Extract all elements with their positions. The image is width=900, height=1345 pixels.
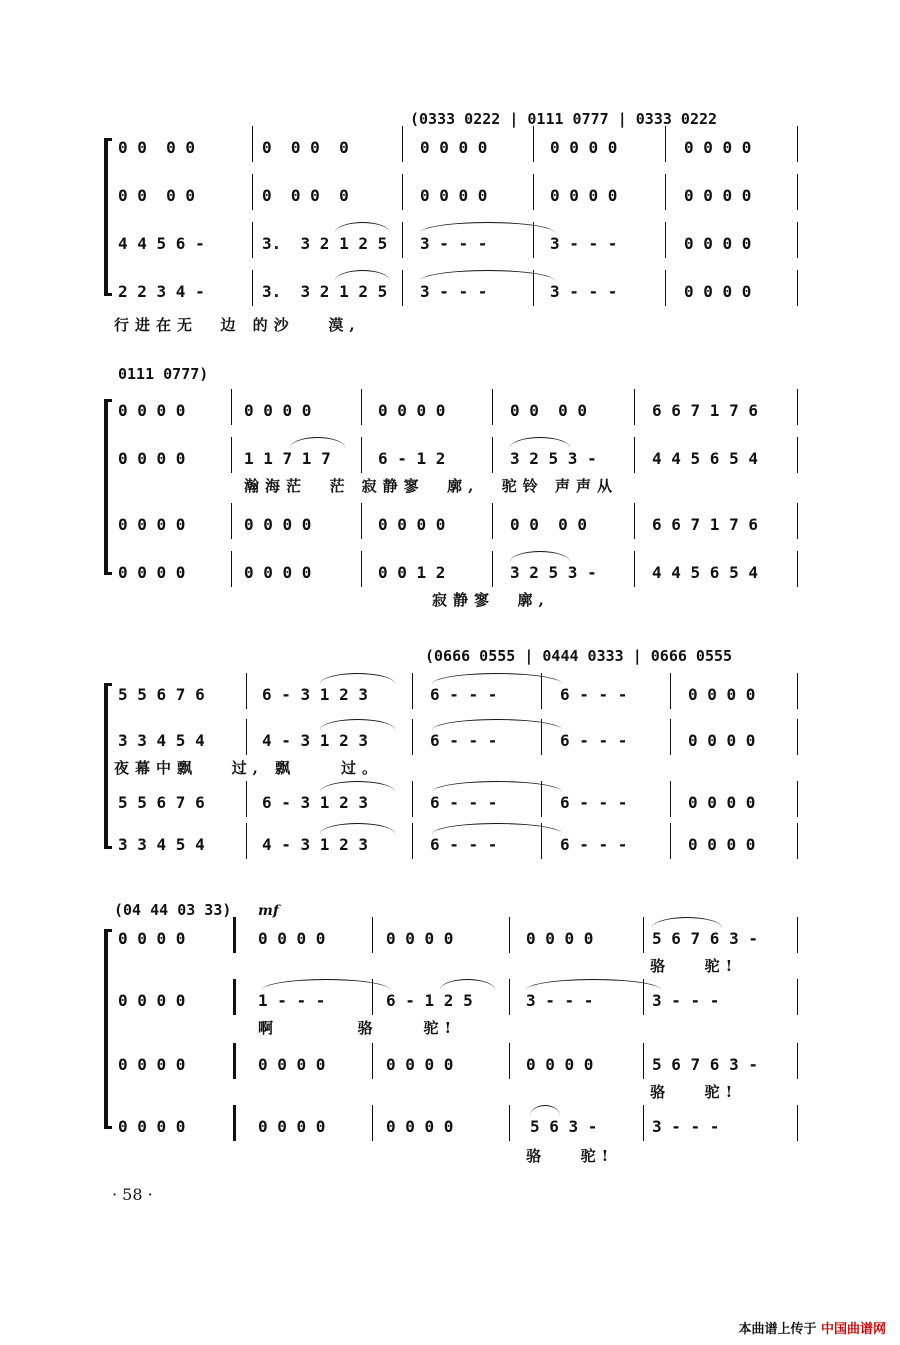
slur-arc bbox=[335, 222, 390, 233]
measure: 5 6 7 6 3 - bbox=[652, 1055, 758, 1074]
barline bbox=[361, 389, 362, 425]
slur-arc bbox=[440, 979, 495, 990]
measure: 0 0 0 0 bbox=[550, 186, 618, 205]
measure: 6 - - - bbox=[560, 685, 628, 704]
lyric-line: 啊 骆 驼! bbox=[258, 1019, 458, 1037]
measure: 0 0 0 0 bbox=[118, 186, 196, 205]
staff-row bbox=[0, 685, 900, 715]
barline bbox=[361, 503, 362, 539]
measure: 3 - - - bbox=[652, 1117, 720, 1136]
measure: 3 3 4 5 4 bbox=[118, 731, 205, 750]
lyric-line: 骆 驼! bbox=[650, 1083, 739, 1101]
barline bbox=[492, 503, 493, 539]
barline bbox=[634, 437, 635, 473]
barline bbox=[797, 270, 798, 306]
measure: 5 6 3 - bbox=[530, 1117, 598, 1136]
staff-row bbox=[0, 515, 900, 545]
barline bbox=[797, 389, 798, 425]
measure: 0 0 0 0 bbox=[550, 138, 618, 157]
lyric-line: 夜幕中飘 过, 飘 过。 bbox=[114, 759, 384, 777]
measure: 5 6 7 6 3 - bbox=[652, 929, 758, 948]
measure: 0 0 0 0 bbox=[378, 515, 446, 534]
staff-row bbox=[0, 138, 900, 168]
measure: 4 - 3 1 2 3 bbox=[262, 731, 368, 750]
accompaniment-line: (0666 0555 | 0444 0333 | 0666 0555 bbox=[425, 647, 733, 665]
measure: 2 2 3 4 - bbox=[118, 282, 205, 301]
slur-arc bbox=[320, 823, 395, 834]
accompaniment-line: 0111 0777) bbox=[118, 365, 209, 383]
measure: 0 0 0 0 bbox=[244, 563, 312, 582]
barline bbox=[231, 389, 232, 425]
measure: 0 0 0 0 bbox=[386, 1055, 454, 1074]
barline bbox=[246, 823, 247, 859]
barline bbox=[233, 1105, 236, 1141]
measure: 0 0 0 0 bbox=[258, 929, 326, 948]
measure: 0 0 0 0 bbox=[386, 1117, 454, 1136]
barline bbox=[634, 551, 635, 587]
barline bbox=[665, 270, 666, 306]
barline bbox=[643, 1105, 644, 1141]
barline bbox=[233, 1043, 236, 1079]
barline bbox=[634, 389, 635, 425]
measure: 0 0 0 0 bbox=[118, 449, 186, 468]
barline bbox=[541, 719, 542, 755]
measure: 3 - - - bbox=[420, 282, 488, 301]
barline bbox=[252, 222, 253, 258]
staff-row bbox=[0, 1117, 900, 1147]
system-brace bbox=[104, 929, 108, 1129]
measure: 3. 3 2 1 2 5 bbox=[262, 234, 388, 253]
barline bbox=[634, 503, 635, 539]
measure: 0 0 0 0 bbox=[118, 563, 186, 582]
barline bbox=[246, 673, 247, 709]
slur-arc bbox=[320, 719, 395, 730]
barline bbox=[533, 270, 534, 306]
barline bbox=[797, 551, 798, 587]
measure: 6 - - - bbox=[430, 731, 498, 750]
lyric-line: 瀚海茫 茫 寂静寥 廓, 驼铃 声声从 bbox=[244, 477, 619, 495]
measure: 0 0 0 0 bbox=[258, 1055, 326, 1074]
barline bbox=[643, 1043, 644, 1079]
measure: 0 0 0 0 bbox=[420, 186, 488, 205]
barline bbox=[231, 437, 232, 473]
slur-arc bbox=[510, 551, 570, 562]
barline bbox=[231, 503, 232, 539]
measure: 0 0 0 0 bbox=[262, 186, 349, 205]
measure: 3 - - - bbox=[526, 991, 594, 1010]
measure: 3 - - - bbox=[550, 234, 618, 253]
barline bbox=[797, 673, 798, 709]
measure: 6 - - - bbox=[560, 793, 628, 812]
measure: 0 0 0 0 bbox=[688, 835, 756, 854]
staff-row bbox=[0, 1055, 900, 1085]
staff-row bbox=[0, 282, 900, 312]
barline bbox=[797, 719, 798, 755]
slur-arc bbox=[432, 719, 562, 730]
measure: 0 0 0 0 bbox=[262, 138, 349, 157]
measure: 0 0 0 0 bbox=[684, 138, 752, 157]
measure: 5 5 6 7 6 bbox=[118, 685, 205, 704]
site-brand[interactable]: 中国曲谱网 bbox=[820, 1322, 886, 1337]
barline bbox=[402, 174, 403, 210]
barline bbox=[797, 781, 798, 817]
measure: 0 0 0 0 bbox=[688, 793, 756, 812]
measure: 3 - - - bbox=[550, 282, 618, 301]
measure: 0 0 0 0 bbox=[118, 401, 186, 420]
barline bbox=[412, 673, 413, 709]
barline bbox=[233, 979, 236, 1015]
barline bbox=[643, 979, 644, 1015]
lyric-line: 骆 驼! bbox=[650, 957, 739, 975]
barline bbox=[541, 781, 542, 817]
barline bbox=[670, 781, 671, 817]
measure: 0 0 0 0 bbox=[378, 401, 446, 420]
barline bbox=[252, 270, 253, 306]
barline bbox=[402, 222, 403, 258]
slur-arc bbox=[432, 781, 562, 792]
measure: 0 0 0 0 bbox=[684, 186, 752, 205]
slur-arc bbox=[290, 437, 345, 448]
footer-prefix: 本曲谱上传于 bbox=[738, 1322, 817, 1337]
measure: 6 - 3 1 2 3 bbox=[262, 685, 368, 704]
barline bbox=[509, 1043, 510, 1079]
measure: 6 - - - bbox=[430, 793, 498, 812]
barline bbox=[670, 719, 671, 755]
measure: 6 6 7 1 7 6 bbox=[652, 515, 758, 534]
barline bbox=[231, 551, 232, 587]
barline bbox=[509, 917, 510, 953]
barline bbox=[372, 1043, 373, 1079]
slur-arc bbox=[420, 270, 555, 281]
lyric-line: 骆 驼! bbox=[526, 1147, 615, 1165]
barline bbox=[797, 917, 798, 953]
measure: 0 0 0 0 bbox=[420, 138, 488, 157]
measure: 1 1 7 1 7 bbox=[244, 449, 331, 468]
measure: 0 0 0 0 bbox=[684, 234, 752, 253]
barline bbox=[670, 673, 671, 709]
barline bbox=[797, 437, 798, 473]
staff-row bbox=[0, 793, 900, 823]
barline bbox=[533, 126, 534, 162]
measure: 0 0 0 0 bbox=[244, 515, 312, 534]
barline bbox=[372, 1105, 373, 1141]
measure: 0 0 0 0 bbox=[118, 138, 196, 157]
slur-arc bbox=[652, 917, 722, 928]
measure: 3 - - - bbox=[420, 234, 488, 253]
barline bbox=[402, 270, 403, 306]
measure: 0 0 0 0 bbox=[510, 401, 588, 420]
accompaniment-line: (04 44 03 33) bbox=[114, 901, 232, 919]
slur-arc bbox=[526, 979, 661, 990]
barline bbox=[797, 1043, 798, 1079]
barline bbox=[541, 673, 542, 709]
measure: 4 4 5 6 5 4 bbox=[652, 449, 758, 468]
measure: 5 5 6 7 6 bbox=[118, 793, 205, 812]
barline bbox=[412, 823, 413, 859]
barline bbox=[533, 174, 534, 210]
measure: 6 - - - bbox=[560, 731, 628, 750]
slur-arc bbox=[432, 673, 562, 684]
measure: 0 0 0 0 bbox=[684, 282, 752, 301]
lyric-line: 行进在无 边 的沙 漠, bbox=[114, 316, 361, 334]
accompaniment-line: (0333 0222 | 0111 0777 | 0333 0222 bbox=[410, 110, 718, 128]
measure: 0 0 0 0 bbox=[118, 991, 186, 1010]
staff-row bbox=[0, 186, 900, 216]
measure: 0 0 0 0 bbox=[118, 515, 186, 534]
measure: 3 3 4 5 4 bbox=[118, 835, 205, 854]
measure: 1 - - - bbox=[258, 991, 326, 1010]
measure: 4 - 3 1 2 3 bbox=[262, 835, 368, 854]
measure: 0 0 0 0 bbox=[526, 1055, 594, 1074]
barline bbox=[797, 823, 798, 859]
staff-row bbox=[0, 234, 900, 264]
slur-arc bbox=[262, 979, 390, 990]
page-number: · 58 · bbox=[112, 1185, 153, 1204]
barline bbox=[412, 781, 413, 817]
barline bbox=[233, 917, 236, 953]
measure: 6 - 1 2 bbox=[378, 449, 446, 468]
barline bbox=[541, 823, 542, 859]
measure: 0 0 0 0 bbox=[118, 1055, 186, 1074]
measure: 3 2 5 3 - bbox=[510, 449, 597, 468]
barline bbox=[492, 437, 493, 473]
measure: 0 0 0 0 bbox=[118, 1117, 186, 1136]
barline bbox=[412, 719, 413, 755]
measure: 4 4 5 6 5 4 bbox=[652, 563, 758, 582]
lyric-line: 寂静寥 廓, bbox=[432, 591, 550, 609]
measure: 0 0 0 0 bbox=[258, 1117, 326, 1136]
measure: 0 0 0 0 bbox=[510, 515, 588, 534]
barline bbox=[533, 222, 534, 258]
slur-arc bbox=[320, 673, 395, 684]
barline bbox=[797, 222, 798, 258]
staff-row bbox=[0, 929, 900, 959]
measure: 6 - 1 2 5 bbox=[386, 991, 473, 1010]
barline bbox=[372, 979, 373, 1015]
barline bbox=[665, 222, 666, 258]
measure: 6 6 7 1 7 6 bbox=[652, 401, 758, 420]
measure: 0 0 0 0 bbox=[526, 929, 594, 948]
barline bbox=[797, 174, 798, 210]
measure: 0 0 0 0 bbox=[118, 929, 186, 948]
barline bbox=[509, 979, 510, 1015]
measure: 0 0 1 2 bbox=[378, 563, 446, 582]
measure: 0 0 0 0 bbox=[244, 401, 312, 420]
barline bbox=[797, 126, 798, 162]
barline bbox=[797, 1105, 798, 1141]
staff-row bbox=[0, 835, 900, 865]
barline bbox=[492, 389, 493, 425]
slur-arc bbox=[432, 823, 562, 834]
barline bbox=[402, 126, 403, 162]
barline bbox=[670, 823, 671, 859]
measure: 3 - - - bbox=[652, 991, 720, 1010]
barline bbox=[361, 551, 362, 587]
barline bbox=[246, 719, 247, 755]
measure: 0 0 0 0 bbox=[386, 929, 454, 948]
measure: 6 - - - bbox=[560, 835, 628, 854]
barline bbox=[361, 437, 362, 473]
measure: 0 0 0 0 bbox=[688, 685, 756, 704]
slur-arc bbox=[510, 437, 570, 448]
measure: 3. 3 2 1 2 5 bbox=[262, 282, 388, 301]
barline bbox=[509, 1105, 510, 1141]
slur-arc bbox=[420, 222, 555, 233]
measure: 4 4 5 6 - bbox=[118, 234, 205, 253]
dynamic-marking: mf bbox=[258, 903, 279, 919]
barline bbox=[665, 126, 666, 162]
barline bbox=[643, 917, 644, 953]
measure: 3 2 5 3 - bbox=[510, 563, 597, 582]
slur-arc bbox=[320, 781, 395, 792]
slur-arc bbox=[335, 270, 390, 281]
measure: 0 0 0 0 bbox=[688, 731, 756, 750]
barline bbox=[252, 174, 253, 210]
measure: 6 - - - bbox=[430, 835, 498, 854]
barline bbox=[372, 917, 373, 953]
barline bbox=[797, 979, 798, 1015]
barline bbox=[492, 551, 493, 587]
measure: 6 - - - bbox=[430, 685, 498, 704]
staff-row bbox=[0, 401, 900, 431]
measure: 6 - 3 1 2 3 bbox=[262, 793, 368, 812]
barline bbox=[246, 781, 247, 817]
barline bbox=[665, 174, 666, 210]
barline bbox=[797, 503, 798, 539]
barline bbox=[252, 126, 253, 162]
upload-footer bbox=[738, 1318, 886, 1337]
slur-arc bbox=[530, 1105, 560, 1116]
